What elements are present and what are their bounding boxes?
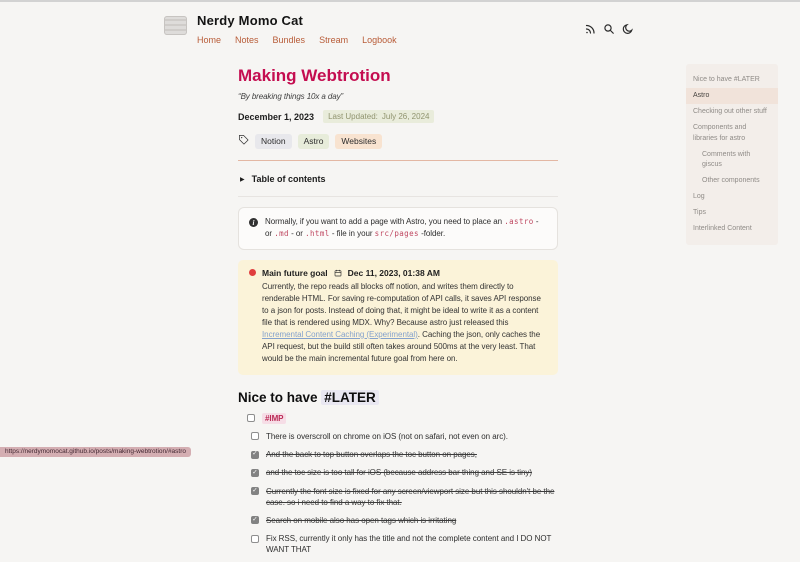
post-content [238,66,558,562]
site-title[interactable]: Nerdy Momo Cat [197,13,304,28]
sidebar-toc-item[interactable]: Other components [702,176,760,184]
site-header [164,13,397,45]
post-meta [238,110,558,123]
tag-pill[interactable]: Notion [255,134,292,149]
red-dot-icon [249,269,256,276]
last-updated-date: July 26, 2024 [381,112,430,121]
todo-checkbox[interactable] [251,451,259,459]
post-title: Making Webtrotion [238,66,391,85]
sidebar-toc [686,64,778,245]
info-text-segment: .md [274,229,289,239]
todo-item-text: And the back to top button overlaps the toc button on pages, [266,450,477,460]
incremental-caching-link[interactable]: Incremental Content Caching (Experimental) [262,329,418,339]
rss-icon[interactable] [584,22,596,34]
todo-item [251,486,558,508]
nav-link[interactable]: Logbook [362,35,397,45]
nav-link[interactable]: Bundles [272,35,306,45]
sidebar-toc-item[interactable]: Astro [686,88,778,104]
info-text-segment: Normally, if you want to add a page with Astro, you need to place an [265,217,505,226]
goal-text-after: . Caching the json, only caches the API request, but the build still often takes around 500ms at the very least. That would be the main incremental future goal from here on. [262,329,541,363]
sidebar-toc-item[interactable]: Tips [693,209,706,217]
info-text-segment: - or [265,217,541,239]
info-callout [238,207,558,250]
todo-item-text: There is overscroll on chrome on iOS (not on safari, not even on arc). [266,431,508,441]
chevron-right-icon: ▶ [240,176,245,183]
section-heading-text: Nice to have [238,389,322,405]
calendar-icon [334,269,342,277]
tag-icon [238,132,249,150]
todo-checkbox[interactable] [251,516,259,524]
status-url-tooltip: https://nerdymomocat.github.io/posts/making-webtrotion/#astro [0,447,191,458]
section-heading [238,390,558,405]
future-goal-date: Dec 11, 2023, 01:38 AM [347,267,440,278]
post-subtitle: “By breaking things 10x a day” [238,92,344,101]
nav-link[interactable]: Home [197,35,222,45]
todo-item [251,431,558,442]
todo-item [251,467,558,478]
search-icon[interactable] [603,22,615,34]
moon-icon[interactable] [622,22,634,34]
main-nav [197,35,397,45]
future-goal-body [262,281,547,365]
todo-item-text: Search on mobile also has open tags which is irritating [266,515,457,525]
sidebar-toc-item[interactable]: Log [693,193,705,201]
todo-item-text: Fix RSS, currently it only has the title and not the complete content and I DO NOT WANT THAT [266,534,552,555]
todo-checkbox[interactable] [251,469,259,477]
tag-pill[interactable]: Websites [335,134,382,149]
sidebar-toc-item[interactable]: Checking out other stuff [693,108,767,116]
publish-date: December 1, 2023 [238,111,315,122]
info-text-segment: src/pages [374,229,419,239]
info-callout-text [265,216,547,241]
future-goal-header [249,268,547,278]
info-text-segment: .astro [504,217,534,226]
info-text-segment: .html [305,229,330,239]
todo-checkbox[interactable] [251,535,259,543]
sidebar-toc-item[interactable]: Comments with giscus [702,150,751,168]
header-icons [584,22,634,34]
tag-row [238,132,558,150]
tag-pills [255,134,382,149]
todo-item-text: Currently the font size is fixed for any screen/viewport size but this shouldn't be the case. so i need to find a way to fix that. [266,486,555,507]
info-text-segment: -folder. [418,229,446,239]
table-of-contents-label: Table of contents [251,174,326,184]
future-goal-callout [238,260,558,375]
goal-text-before: Currently, the repo reads all blocks off notion, and writes them directly to renderable HTML. For saving re-computation of API calls, it saves API response to a json for posts. Instead of doing that, it might be ideal to write it as a content file that is rendered using MDX. Why? Because astro just released this [262,281,541,327]
todo-item [251,533,558,555]
info-text-segment: - or [288,229,306,239]
info-icon: i [249,218,258,227]
site-logo[interactable] [164,16,187,35]
todo-checkbox[interactable] [251,487,259,495]
todo-checkbox[interactable] [251,432,259,440]
table-of-contents-toggle[interactable] [238,161,558,197]
sidebar-toc-item[interactable]: Nice to have #LATER [693,76,760,83]
later-tag-highlight: #LATER [321,390,379,405]
last-updated-badge [323,110,434,123]
tag-pill[interactable]: Astro [298,134,330,149]
sidebar-toc-item[interactable]: Components and libraries for astro [693,124,747,142]
sidebar-toc-item[interactable]: Interlinked Content [693,225,752,233]
site-header-text [197,13,397,45]
nav-link[interactable]: Stream [319,35,349,45]
todo-checkbox[interactable] [247,414,255,422]
todo-item [251,449,558,460]
todo-item [251,515,558,526]
last-updated-label: Last Updated: [328,112,378,121]
todo-item-text: #IMP [262,413,286,424]
todo-item-text: and the toc size is too tall for iOS (because address bar thing and SE is tiny) [266,468,532,478]
info-text-segment: - file in your [329,229,375,239]
todo-checklist [238,413,558,556]
todo-item [247,413,558,424]
nav-link[interactable]: Notes [235,35,259,45]
future-goal-title: Main future goal [262,267,328,278]
